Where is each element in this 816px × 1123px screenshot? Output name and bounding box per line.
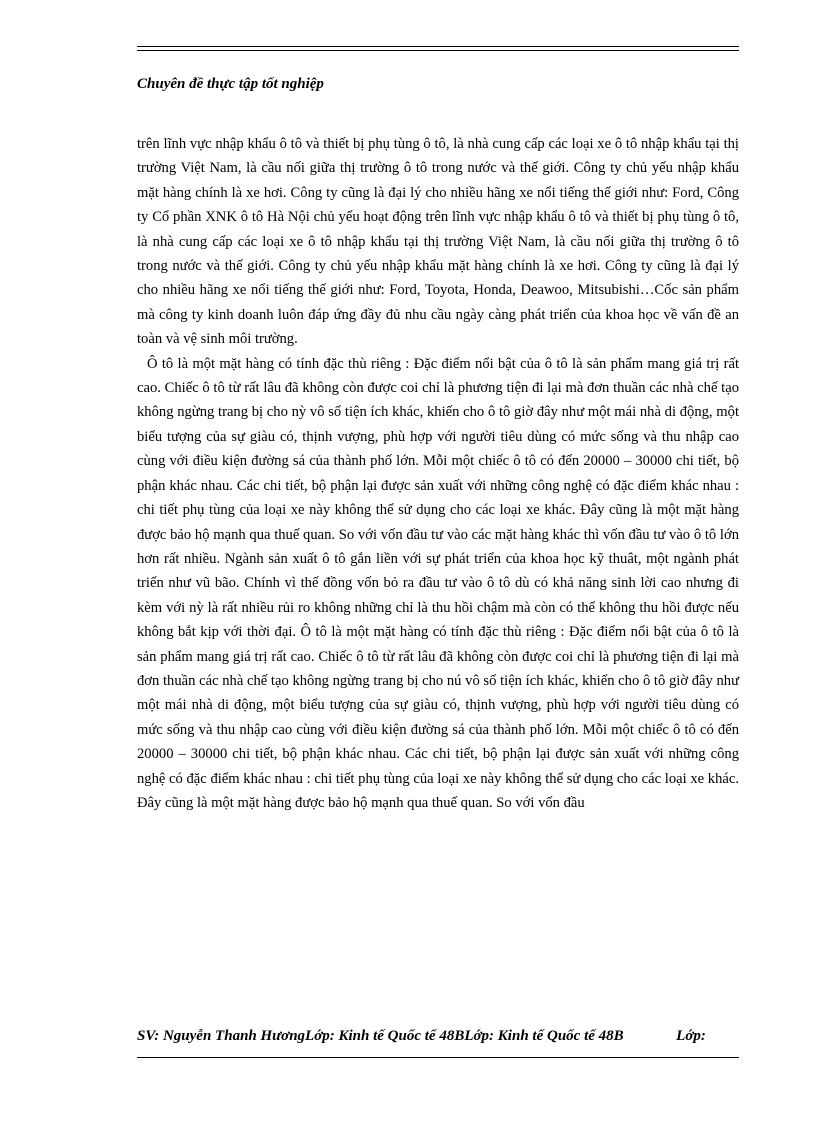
paragraph-2: Ô tô là một mặt hàng có tính đặc thù riêng : Đặc điểm nổi bật của ô tô là sản phẩm mang giá trị rất cao. Chiếc ô tô từ rất lâu đã không còn được coi chỉ là phương tiện đi lại mà đơn thuần các nhà chế tạo không ngừng trang bị cho nỳ vô số tiện ích khác, khiến cho ô tô giờ đây như một mái nhà di động, một biểu tượng của sự giàu có, thịnh vượng, phù hợp với người tiêu dùng có mức sống và thu nhập cao cùng với điều kiện đường sá của thành phố lớn. Mỗi một chiếc ô tô có đến 20000 – 30000 chi tiết, bộ phận khác nhau. Các chi tiết, bộ phận lại được sản xuất với những công nghệ có đặc điểm khác nhau : chi tiết phụ tùng của loại xe này không thể sử dụng cho các loại xe khác. Đây cũng là một mặt hàng được bảo hộ mạnh qua thuế quan. So với vốn đầu tư vào các mặt hàng khác thì vốn đầu tư vào ô tô lớn hơn rất nhiều. Ngành sản xuất ô tô gắn liền với sự phát triển của khoa học kỹ thuât, một ngành phát triển như vũ bão. Chính vì thế đồng vốn bỏ ra đầu tư vào ô tô dù có khả năng sinh lời cao nhưng đi kèm với nỳ là rất nhiều rủi ro không những chỉ là thu hồi chậm mà còn có thể không thu hồi được nếu không bắt kịp với thời đại. Ô tô là một mặt hàng có tính đặc thù riêng : Đặc điểm nổi bật của ô tô là sản phẩm mang giá trị rất cao. Chiếc ô tô từ rất lâu đã không còn được coi chỉ là phương tiện đi lại mà đơn thuần các nhà chế tạo không ngừng trang bị cho nú vô số tiện ích khác, khiến cho ô tô giờ đây như một mái nhà di động, một biểu tượng của sự giàu có, thịnh vượng, phù hợp với người tiêu dùng có mức sống và thu nhập cao cùng với điều kiện đường sá của thành phố lớn. Mỗi một chiếc ô tô có đến 20000 – 30000 chi tiết, bộ phận khác nhau. Các chi tiết, bộ phận lại được sản xuất với những công nghệ có đặc điểm khác nhau : chi tiết phụ tùng của loại xe này không thể sử dụng cho các loại xe khác. Đây cũng là một mặt hàng được bảo hộ mạnh qua thuế quan. So với vốn đầu <box>137 355 739 811</box>
paragraph-1: trên lĩnh vực nhập khẩu ô tô và thiết bị phụ tùng ô tô, là nhà cung cấp các loại xe ô tô nhập khẩu tại thị trường Việt Nam, là cầu nối giữa thị trường ô tô trong nước và thế giới. Công ty chủ yếu nhập khẩu mặt hàng chính là xe hơi. Công ty cũng là đại lý cho nhiều hãng xe nổi tiếng thế giới như: Ford, Công ty Cổ phần XNK ô tô Hà Nội chủ yếu hoạt động trên lĩnh vực nhập khẩu ô tô và thiết bị phụ tùng ô tô, là nhà cung cấp các loại xe ô tô nhập khẩu tại thị trường Việt Nam, là cầu nối giữa thị trường ô tô trong nước và thế giới. Công ty chủ yếu nhập khẩu mặt hàng chính là xe hơi. Công ty cũng là đại lý cho nhiều hãng xe nổi tiếng thế giới như: Ford, Toyota, Honda, Deawoo, Mitsubishi…Cốc sản phẩm mà công ty kinh doanh luôn đáp ứng đầy đủ nhu cầu ngày càng phát triển của khoa học về vấn đề an toàn và vệ sinh môi trường. <box>137 136 739 348</box>
document-body <box>137 132 739 815</box>
footer-rule <box>137 1057 739 1058</box>
header-rule <box>137 46 739 51</box>
page-footer: SV: Nguyễn Thanh HươngLớp: Kinh tế Quốc tế 48BLớp: Kinh tế Quốc tế 48B Lớp: <box>137 1028 706 1044</box>
page-header-title: Chuyên đề thực tập tốt nghiệp <box>137 76 324 92</box>
